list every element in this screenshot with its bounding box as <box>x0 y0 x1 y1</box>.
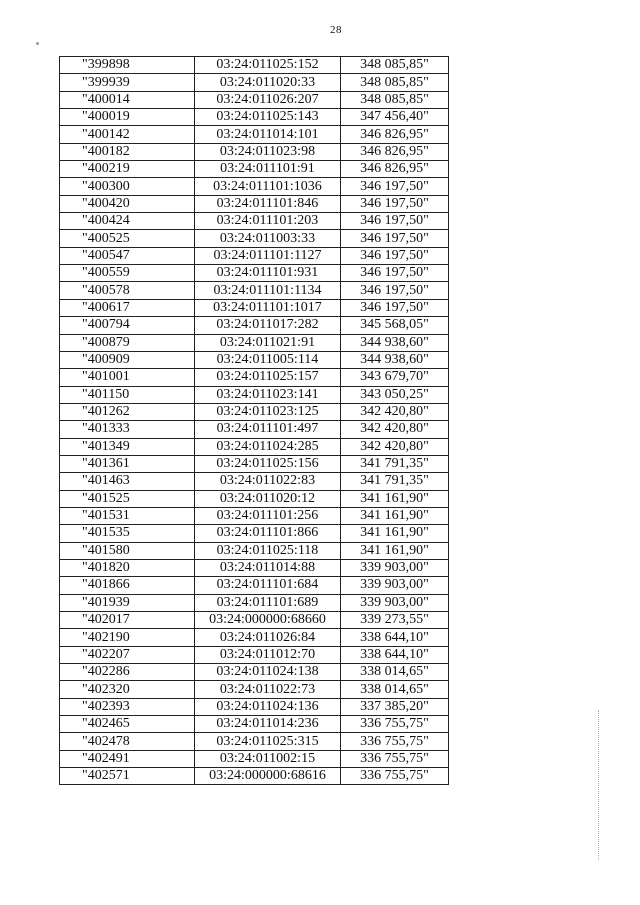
record-id-cell: "402393 <box>60 698 195 715</box>
table-row <box>60 109 449 126</box>
record-id-cell: "400578 <box>60 282 195 299</box>
cadastral-number-cell: 03:24:011023:125 <box>195 403 341 420</box>
cadastral-number-cell: 03:24:011003:33 <box>195 230 341 247</box>
cadastral-number-cell: 03:24:011101:497 <box>195 421 341 438</box>
value-cell: 344 938,60" <box>341 351 449 368</box>
value-cell: 348 085,85" <box>341 91 449 108</box>
value-cell: 346 197,50" <box>341 282 449 299</box>
cadastral-number-cell: 03:24:011026:207 <box>195 91 341 108</box>
cadastral-number-cell: 03:24:011101:931 <box>195 265 341 282</box>
table-row <box>60 664 449 681</box>
record-id-cell: "400617 <box>60 299 195 316</box>
value-cell: 338 014,65" <box>341 664 449 681</box>
table-row <box>60 612 449 629</box>
cadastral-number-cell: 03:24:011025:118 <box>195 542 341 559</box>
table-row <box>60 247 449 264</box>
value-cell: 339 903,00" <box>341 559 449 576</box>
page-number: 28 <box>330 24 342 36</box>
cadastral-number-cell: 03:24:011101:1127 <box>195 247 341 264</box>
record-id-cell: "402478 <box>60 733 195 750</box>
cadastral-number-cell: 03:24:011024:285 <box>195 438 341 455</box>
table-row <box>60 213 449 230</box>
record-id-cell: "401531 <box>60 507 195 524</box>
record-id-cell: "400019 <box>60 109 195 126</box>
table-row <box>60 299 449 316</box>
value-cell: 337 385,20" <box>341 698 449 715</box>
record-id-cell: "401349 <box>60 438 195 455</box>
record-id-cell: "400142 <box>60 126 195 143</box>
margin-mark <box>36 42 39 45</box>
cadastral-number-cell: 03:24:011023:98 <box>195 143 341 160</box>
table-row <box>60 559 449 576</box>
value-cell: 348 085,85" <box>341 57 449 74</box>
value-cell: 346 197,50" <box>341 195 449 212</box>
table-row <box>60 334 449 351</box>
value-cell: 341 791,35" <box>341 473 449 490</box>
value-cell: 342 420,80" <box>341 438 449 455</box>
cadastral-number-cell: 03:24:011025:152 <box>195 57 341 74</box>
table-row <box>60 91 449 108</box>
record-id-cell: "400219 <box>60 161 195 178</box>
cadastral-number-cell: 03:24:011026:84 <box>195 629 341 646</box>
cadastral-number-cell: 03:24:011101:91 <box>195 161 341 178</box>
value-cell: 345 568,05" <box>341 317 449 334</box>
value-cell: 346 197,50" <box>341 178 449 195</box>
value-cell: 338 014,65" <box>341 681 449 698</box>
value-cell: 336 755,75" <box>341 750 449 767</box>
table-row <box>60 195 449 212</box>
cadastral-number-cell: 03:24:011014:88 <box>195 559 341 576</box>
record-id-cell: "402571 <box>60 768 195 785</box>
record-id-cell: "402320 <box>60 681 195 698</box>
record-id-cell: "400300 <box>60 178 195 195</box>
record-id-cell: "401150 <box>60 386 195 403</box>
value-cell: 336 755,75" <box>341 768 449 785</box>
record-id-cell: "400909 <box>60 351 195 368</box>
value-cell: 346 197,50" <box>341 213 449 230</box>
cadastral-number-cell: 03:24:011101:866 <box>195 525 341 542</box>
record-id-cell: "400879 <box>60 334 195 351</box>
table-row <box>60 577 449 594</box>
value-cell: 339 903,00" <box>341 577 449 594</box>
cadastral-number-cell: 03:24:011025:157 <box>195 369 341 386</box>
table-row <box>60 317 449 334</box>
record-id-cell: "402207 <box>60 646 195 663</box>
value-cell: 339 903,00" <box>341 594 449 611</box>
cadastral-number-cell: 03:24:011017:282 <box>195 317 341 334</box>
record-id-cell: "400559 <box>60 265 195 282</box>
value-cell: 344 938,60" <box>341 334 449 351</box>
value-cell: 346 197,50" <box>341 299 449 316</box>
cadastral-number-cell: 03:24:011020:33 <box>195 74 341 91</box>
table-row <box>60 421 449 438</box>
value-cell: 341 161,90" <box>341 507 449 524</box>
record-id-cell: "401333 <box>60 421 195 438</box>
value-cell: 341 161,90" <box>341 542 449 559</box>
record-id-cell: "400525 <box>60 230 195 247</box>
table-row <box>60 161 449 178</box>
table-row <box>60 455 449 472</box>
table-row <box>60 369 449 386</box>
value-cell: 347 456,40" <box>341 109 449 126</box>
cadastral-table <box>59 56 449 785</box>
table-row <box>60 178 449 195</box>
record-id-cell: "400424 <box>60 213 195 230</box>
value-cell: 348 085,85" <box>341 74 449 91</box>
table-row <box>60 230 449 247</box>
cadastral-number-cell: 03:24:011025:143 <box>195 109 341 126</box>
table-row <box>60 282 449 299</box>
value-cell: 341 161,90" <box>341 525 449 542</box>
table-row <box>60 698 449 715</box>
value-cell: 346 826,95" <box>341 126 449 143</box>
cadastral-number-cell: 03:24:011014:236 <box>195 716 341 733</box>
value-cell: 346 197,50" <box>341 230 449 247</box>
cadastral-number-cell: 03:24:011101:689 <box>195 594 341 611</box>
cadastral-number-cell: 03:24:011022:73 <box>195 681 341 698</box>
value-cell: 343 679,70" <box>341 369 449 386</box>
table-row <box>60 473 449 490</box>
record-id-cell: "402491 <box>60 750 195 767</box>
value-cell: 339 273,55" <box>341 612 449 629</box>
record-id-cell: "400420 <box>60 195 195 212</box>
cadastral-number-cell: 03:24:011021:91 <box>195 334 341 351</box>
cadastral-number-cell: 03:24:011101:1017 <box>195 299 341 316</box>
table-row <box>60 386 449 403</box>
value-cell: 338 644,10" <box>341 629 449 646</box>
value-cell: 341 791,35" <box>341 455 449 472</box>
cadastral-number-cell: 03:24:011020:12 <box>195 490 341 507</box>
value-cell: 346 826,95" <box>341 143 449 160</box>
cadastral-number-cell: 03:24:011005:114 <box>195 351 341 368</box>
table-row <box>60 57 449 74</box>
table-row <box>60 351 449 368</box>
table-row <box>60 768 449 785</box>
cadastral-number-cell: 03:24:011101:684 <box>195 577 341 594</box>
record-id-cell: "401939 <box>60 594 195 611</box>
table-row <box>60 438 449 455</box>
cadastral-number-cell: 03:24:000000:68616 <box>195 768 341 785</box>
record-id-cell: "401001 <box>60 369 195 386</box>
record-id-cell: "400014 <box>60 91 195 108</box>
table-row <box>60 681 449 698</box>
value-cell: 343 050,25" <box>341 386 449 403</box>
table-row <box>60 525 449 542</box>
table-body <box>60 57 449 785</box>
table-row <box>60 143 449 160</box>
table-row <box>60 542 449 559</box>
cadastral-number-cell: 03:24:011025:315 <box>195 733 341 750</box>
cadastral-number-cell: 03:24:011101:846 <box>195 195 341 212</box>
record-id-cell: "401463 <box>60 473 195 490</box>
record-id-cell: "402286 <box>60 664 195 681</box>
cadastral-number-cell: 03:24:011101:1134 <box>195 282 341 299</box>
value-cell: 336 755,75" <box>341 733 449 750</box>
table-row <box>60 594 449 611</box>
cadastral-number-cell: 03:24:011024:136 <box>195 698 341 715</box>
cadastral-number-cell: 03:24:011024:138 <box>195 664 341 681</box>
record-id-cell: "402465 <box>60 716 195 733</box>
table-row <box>60 74 449 91</box>
record-id-cell: "399939 <box>60 74 195 91</box>
record-id-cell: "400182 <box>60 143 195 160</box>
value-cell: 336 755,75" <box>341 716 449 733</box>
value-cell: 338 644,10" <box>341 646 449 663</box>
cadastral-number-cell: 03:24:011014:101 <box>195 126 341 143</box>
cadastral-number-cell: 03:24:011101:203 <box>195 213 341 230</box>
value-cell: 342 420,80" <box>341 421 449 438</box>
cadastral-number-cell: 03:24:011002:15 <box>195 750 341 767</box>
record-id-cell: "401580 <box>60 542 195 559</box>
table-row <box>60 403 449 420</box>
cadastral-number-cell: 03:24:011101:1036 <box>195 178 341 195</box>
record-id-cell: "402017 <box>60 612 195 629</box>
record-id-cell: "401535 <box>60 525 195 542</box>
record-id-cell: "400794 <box>60 317 195 334</box>
table-row <box>60 750 449 767</box>
table-row <box>60 490 449 507</box>
value-cell: 342 420,80" <box>341 403 449 420</box>
cadastral-number-cell: 03:24:011012:70 <box>195 646 341 663</box>
value-cell: 346 826,95" <box>341 161 449 178</box>
record-id-cell: "401866 <box>60 577 195 594</box>
record-id-cell: "401361 <box>60 455 195 472</box>
record-id-cell: "401525 <box>60 490 195 507</box>
record-id-cell: "399898 <box>60 57 195 74</box>
cadastral-number-cell: 03:24:011025:156 <box>195 455 341 472</box>
cadastral-number-cell: 03:24:011022:83 <box>195 473 341 490</box>
table-row <box>60 733 449 750</box>
table-row <box>60 646 449 663</box>
record-id-cell: "402190 <box>60 629 195 646</box>
record-id-cell: "401262 <box>60 403 195 420</box>
record-id-cell: "401820 <box>60 559 195 576</box>
cadastral-number-cell: 03:24:011023:141 <box>195 386 341 403</box>
scan-margin-dots <box>598 710 601 860</box>
table-row <box>60 507 449 524</box>
table-row <box>60 265 449 282</box>
value-cell: 346 197,50" <box>341 247 449 264</box>
value-cell: 346 197,50" <box>341 265 449 282</box>
table-row <box>60 126 449 143</box>
table-row <box>60 716 449 733</box>
record-id-cell: "400547 <box>60 247 195 264</box>
cadastral-number-cell: 03:24:000000:68660 <box>195 612 341 629</box>
value-cell: 341 161,90" <box>341 490 449 507</box>
table-row <box>60 629 449 646</box>
cadastral-number-cell: 03:24:011101:256 <box>195 507 341 524</box>
